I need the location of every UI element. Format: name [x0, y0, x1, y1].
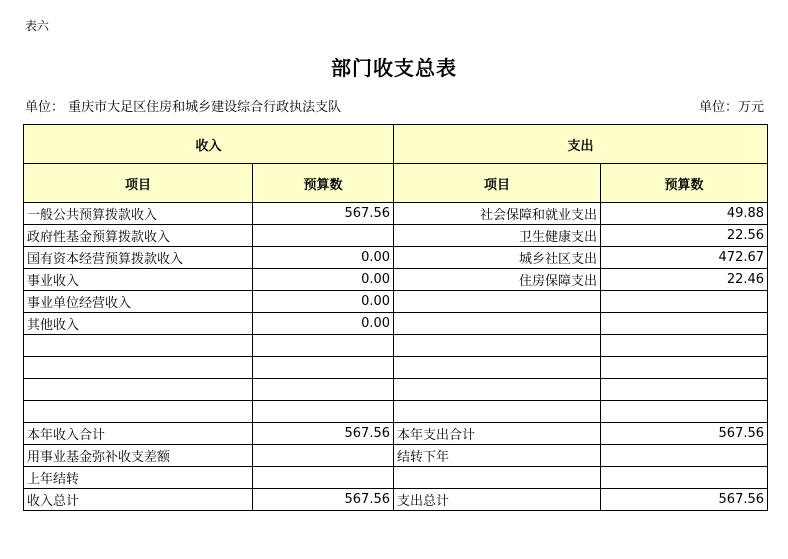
income-item-cell: 用事业基金弥补收支差额 [24, 445, 253, 467]
income-item-cell [24, 379, 253, 401]
expense-amount-cell: 472.67 [601, 247, 768, 269]
expense-item-cell [394, 313, 601, 335]
income-amount-cell [253, 401, 394, 423]
table-row [24, 335, 768, 357]
expense-item-cell [394, 291, 601, 313]
section-header-row [24, 125, 768, 164]
unit-currency: 单位：万元 [698, 100, 764, 115]
income-item-cell: 国有资本经营预算拨款收入 [24, 247, 253, 269]
income-amount-cell [253, 379, 394, 401]
income-amount-cell: 567.56 [253, 423, 394, 445]
expense-item-cell [394, 401, 601, 423]
expense-item-cell: 结转下年 [394, 445, 601, 467]
income-item-cell: 上年结转 [24, 467, 253, 489]
unit-department: 单位： 重庆市大足区住房和城乡建设综合行政执法支队 [25, 100, 342, 115]
income-amount-cell: 0.00 [253, 313, 394, 335]
income-item-cell: 其他收入 [24, 313, 253, 335]
expense-item-cell: 卫生健康支出 [394, 225, 601, 247]
income-amount-cell [253, 357, 394, 379]
expense-amount-cell [601, 467, 768, 489]
expense-budget-header: 预算数 [601, 164, 768, 203]
expense-item-cell: 社会保障和就业支出 [394, 203, 601, 225]
income-item-cell: 一般公共预算拨款收入 [24, 203, 253, 225]
expense-amount-cell [601, 335, 768, 357]
income-amount-cell [253, 445, 394, 467]
income-item-cell [24, 401, 253, 423]
income-amount-cell: 0.00 [253, 247, 394, 269]
expense-item-cell [394, 357, 601, 379]
expense-item-cell [394, 335, 601, 357]
expense-amount-cell [601, 291, 768, 313]
table-row [24, 401, 768, 423]
table-row [24, 225, 768, 247]
expense-item-cell [394, 467, 601, 489]
expense-amount-cell: 567.56 [601, 423, 768, 445]
expense-amount-cell [601, 379, 768, 401]
expense-item-cell: 支出总计 [394, 489, 601, 511]
table-row [24, 269, 768, 291]
income-amount-cell [253, 467, 394, 489]
expense-item-cell: 城乡社区支出 [394, 247, 601, 269]
income-item-cell: 本年收入合计 [24, 423, 253, 445]
page-title: 部门收支总表 [331, 56, 457, 80]
income-amount-cell [253, 225, 394, 247]
table-row [24, 357, 768, 379]
expense-item-cell [394, 379, 601, 401]
expense-item-cell: 住房保障支出 [394, 269, 601, 291]
income-section-header: 收入 [24, 125, 394, 164]
income-item-cell: 收入总计 [24, 489, 253, 511]
table-row [24, 423, 768, 445]
income-item-cell [24, 335, 253, 357]
expense-amount-cell [601, 357, 768, 379]
table-row [24, 379, 768, 401]
expense-item-cell: 本年支出合计 [394, 423, 601, 445]
income-item-cell [24, 357, 253, 379]
table-row [24, 313, 768, 335]
income-expense-table [23, 124, 768, 511]
income-budget-header: 预算数 [253, 164, 394, 203]
income-amount-cell: 0.00 [253, 291, 394, 313]
expense-amount-cell [601, 401, 768, 423]
table-row [24, 489, 768, 511]
table-row [24, 247, 768, 269]
income-item-cell: 事业收入 [24, 269, 253, 291]
column-header-row [24, 164, 768, 203]
table-row [24, 445, 768, 467]
table-number: 表六 [25, 19, 50, 33]
expense-item-header: 项目 [394, 164, 601, 203]
expense-amount-cell [601, 445, 768, 467]
income-amount-cell [253, 335, 394, 357]
income-item-cell: 事业单位经营收入 [24, 291, 253, 313]
expense-amount-cell: 22.56 [601, 225, 768, 247]
expense-amount-cell [601, 313, 768, 335]
income-amount-cell: 567.56 [253, 489, 394, 511]
expense-amount-cell: 22.46 [601, 269, 768, 291]
income-item-cell: 政府性基金预算拨款收入 [24, 225, 253, 247]
income-item-header: 项目 [24, 164, 253, 203]
table-row [24, 291, 768, 313]
expense-amount-cell: 567.56 [601, 489, 768, 511]
expense-section-header: 支出 [394, 125, 768, 164]
table-row [24, 467, 768, 489]
table-row [24, 203, 768, 225]
income-amount-cell: 0.00 [253, 269, 394, 291]
expense-amount-cell: 49.88 [601, 203, 768, 225]
income-amount-cell: 567.56 [253, 203, 394, 225]
